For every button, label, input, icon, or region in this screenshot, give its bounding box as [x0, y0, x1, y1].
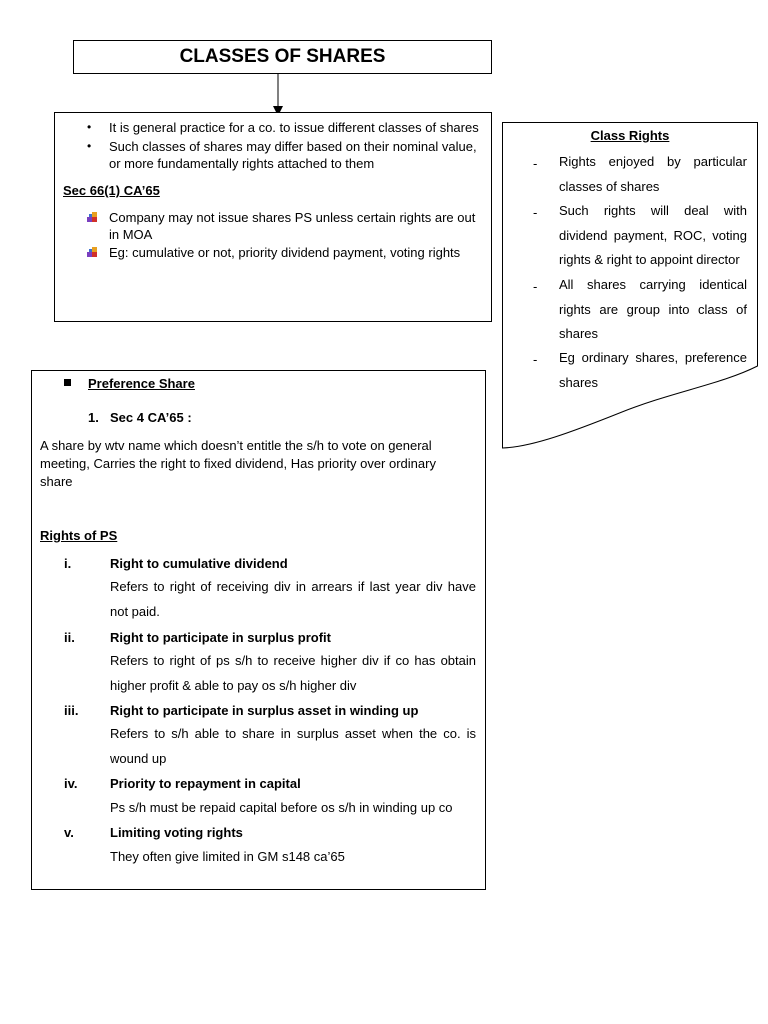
right-number: i.: [64, 556, 72, 571]
class-rights-item: Eg ordinary shares, preference shares: [559, 350, 747, 390]
sec-item: [109, 209, 489, 243]
class-rights-item: Rights enjoyed by particular classes of shares: [559, 154, 747, 194]
class-rights-item: Such rights will deal with dividend payment, ROC, voting rights & right to appoint director: [559, 203, 747, 267]
right-desc: Refers to right of receiving div in arrears if last year div have not paid.: [110, 579, 476, 619]
dash: -: [533, 352, 538, 367]
square-bullet-icon: [64, 379, 71, 386]
right-title: Right to cumulative dividend: [110, 556, 288, 571]
sec-4-heading: Sec 4 CA’65 :: [110, 410, 192, 425]
dash: -: [533, 205, 538, 220]
right-desc: Refers to s/h able to share in surplus asset when the co. is wound up: [110, 726, 476, 766]
right-title: Limiting voting rights: [110, 825, 243, 840]
preference-box: [31, 370, 486, 890]
right-title: Priority to repayment in capital: [110, 776, 301, 791]
sec-heading: Sec 66(1) CA’65: [63, 183, 160, 198]
intro-bullet: • It is general practice for a co. to issue different classes of shares: [109, 119, 489, 136]
right-desc: They often give limited in GM s148 ca’65: [110, 849, 345, 864]
colored-squares-icon: [87, 212, 98, 223]
right-desc: Refers to right of ps s/h to receive higher div if co has obtain higher profit & able to pay os s/h higher div: [110, 653, 476, 693]
class-rights-heading: Class Rights: [590, 128, 670, 143]
dash: -: [533, 156, 538, 171]
right-number: ii.: [64, 630, 75, 645]
numbered-marker: 1.: [88, 410, 99, 425]
right-desc: Ps s/h must be repaid capital before os s/h in winding up co: [110, 800, 453, 815]
sec-item: [109, 244, 489, 261]
rights-heading: Rights of PS: [40, 528, 118, 543]
dash: -: [533, 279, 538, 294]
right-number: v.: [64, 825, 74, 840]
right-title: Right to participate in surplus asset in winding up: [110, 703, 419, 718]
right-number: iv.: [64, 776, 78, 791]
intro-bullet: • Such classes of shares may differ based on their nominal value, or more fundamentally rights attached to them: [109, 138, 489, 172]
right-title: Right to participate in surplus profit: [110, 630, 331, 645]
colored-squares-icon: [87, 247, 98, 258]
page-title: CLASSES OF SHARES: [179, 46, 386, 67]
class-rights-item: All shares carrying identical rights are group into class of shares: [559, 277, 747, 341]
preference-heading: Preference Share: [88, 376, 195, 391]
preference-definition: A share by wtv name which doesn’t entitle the s/h to vote on general meeting, Carries the right to fixed dividend, Has priority over ordinary share: [40, 438, 436, 489]
sec-item-text: Eg: cumulative or not, priority dividend payment, voting rights: [109, 245, 461, 260]
intro-box: [54, 112, 492, 322]
right-number: iii.: [64, 703, 79, 718]
down-arrow-icon: [270, 74, 286, 116]
title-box: [73, 40, 492, 74]
sec-item-text: Company may not issue shares PS unless certain rights are out in MOA: [109, 210, 476, 242]
